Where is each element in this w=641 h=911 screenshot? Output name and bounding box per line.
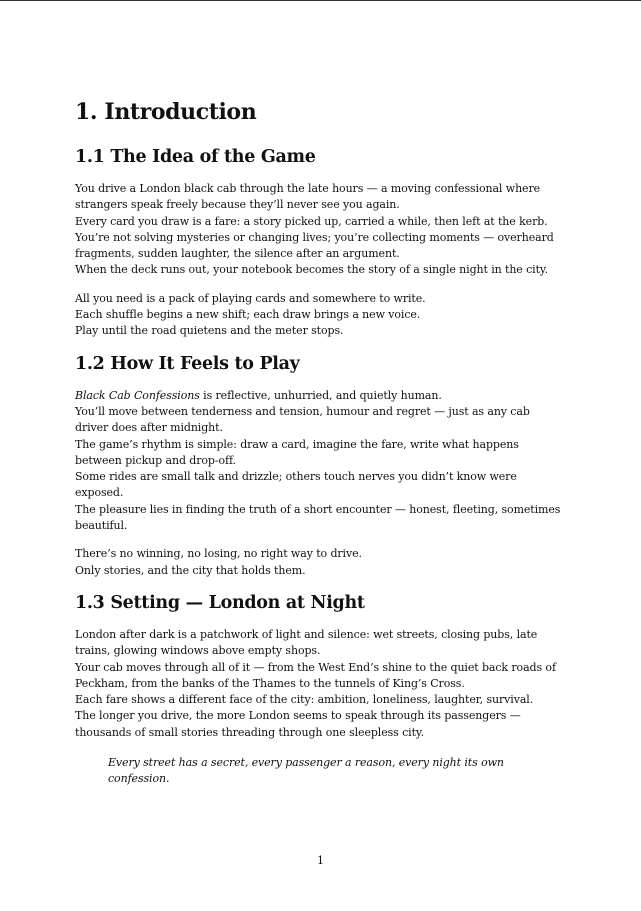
sentence — [75, 388, 565, 404]
section-heading-feel: 1.2 How It Feels to Play — [75, 353, 300, 374]
section-heading-idea: 1.1 The Idea of the Game — [75, 147, 316, 167]
sentence: You’ll move between tenderness and tension, humour and regret — just as any cab driver does after midnight. — [75, 404, 530, 435]
page-number: 1 — [317, 854, 324, 867]
sentence: Play until the road quietens and the meter stops. — [75, 324, 344, 338]
sentence: The game’s rhythm is simple: draw a card, imagine the fare, write what happens between pickup and drop-off. — [75, 437, 519, 467]
sentence: Each shuffle begins a new shift; each draw brings a new voice. — [75, 308, 421, 322]
sentence: You drive a London black cab through the late hours — a moving confessional where strangers speak freely because they’ll never see you again. — [75, 182, 541, 212]
sentence: Your cab moves through all of it — from the West End’s shine to the quiet back roads of Peckham, from the banks of the Thames to the tunnels of King’s Cross. — [75, 660, 556, 690]
chapter-heading: 1. Introduction — [75, 99, 257, 125]
sentence: Each fare shows a different face of the city: ambition, loneliness, laughter, survival. — [75, 693, 534, 707]
sentence: Every card you draw is a fare: a story picked up, carried a while, then left at the kerb. — [75, 214, 548, 228]
sentence: Some rides are small talk and drizzle; others touch nerves you didn’t know were exposed. — [75, 470, 517, 500]
sentence-rest: is reflective, unhurried, and quietly human. — [199, 388, 442, 402]
paragraph — [75, 627, 565, 741]
paragraph — [75, 388, 565, 535]
paragraph — [75, 546, 565, 579]
sentence: London after dark is a patchwork of light and silence: wet streets, closing pubs, late trains, glowing windows above empty shops. — [75, 627, 538, 658]
sentence: The longer you drive, the more London seems to speak through its passengers — thousands of small stories threading through one sleepless city. — [75, 709, 521, 739]
section-heading-setting: 1.3 Setting — London at Night — [75, 592, 365, 613]
paragraph — [75, 291, 565, 340]
block-quote: Every street has a secret, every passenger a reason, every night its own confession. — [108, 756, 504, 786]
sentence: All you need is a pack of playing cards and somewhere to write. — [75, 291, 426, 305]
sentence: When the deck runs out, your notebook becomes the story of a single night in the city. — [75, 263, 548, 277]
sentence: You’re not solving mysteries or changing lives; you’re collecting moments — overheard fragments, sudden laughter, the silence after an argument. — [75, 230, 554, 261]
document-page — [75, 97, 565, 788]
sentence: Only stories, and the city that holds them. — [75, 563, 306, 577]
sentence: There’s no winning, no losing, no right way to drive. — [75, 547, 362, 561]
sentence: The pleasure lies in finding the truth of a short encounter — honest, fleeting, sometimes beautiful. — [75, 502, 561, 533]
game-title-italic: Black Cab Confessions — [75, 388, 200, 402]
top-border-line — [0, 0, 641, 1]
paragraph — [75, 181, 565, 279]
